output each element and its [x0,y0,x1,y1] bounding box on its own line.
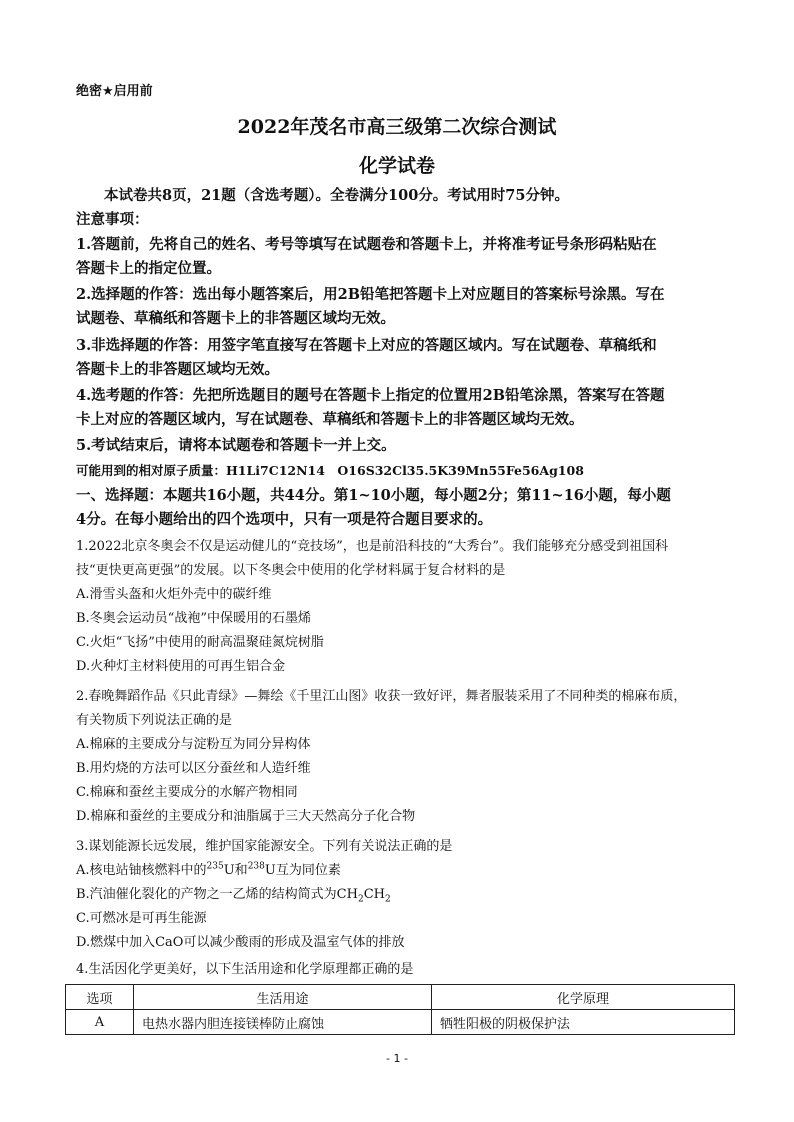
question-1-option-d: D.火种灯主材料使用的可再生铝合金 [76,659,286,674]
question-2-option-c: C.棉麻和蚕丝主要成分的水解产物相同 [76,785,298,800]
question-4-table [65,984,735,1035]
page-number: - 1 - [386,1052,408,1065]
question-4-stem: 4.生活因化学更美好，以下生活用途和化学原理都正确的是 [76,962,414,977]
notice-item-4: 4.选考题的作答：先把所选题目的题号在答题卡上指定的位置用2B铅笔涂黑，答案写在答题 卡上对应的答题区域内，写在试题卷、草稿纸和答题卡上的非答题区域均无效。 [76,387,665,428]
question-2-option-b: B.用灼烧的方法可以区分蚕丝和人造纤维 [76,761,311,776]
confidential-label: 绝密★启用前 [76,84,153,99]
question-1-option-b: B.冬奥会运动员“战袍”中保暖用的石墨烯 [76,611,311,626]
notice-item-3: 3.非选择题的作答：用签字笔直接写在答题卡上对应的答题区域内。写在试题卷、草稿纸和 答题卡上的非答题区域均无效。 [76,337,657,378]
question-1-option-a: A.滑雪头盔和火炬外壳中的碳纤维 [76,587,272,602]
question-3-option-d: D.燃煤中加入CaO可以减少酸雨的形成及温室气体的排放 [76,935,405,950]
question-1-stem: 1.2022北京冬奥会不仅是运动健儿的“竞技场”，也是前沿科技的“大秀台”。我们能够充分感受到祖国科 技“更快更高更强”的发展。以下冬奥会中使用的化学材料属于复合材料的是 [76,539,669,578]
question-3-option-a: A.核电站铀核燃料中的$^{235}$U和$^{238}$U互为同位素 [76,861,341,878]
notice-item-2: 2.选择题的作答：选出每小题答案后，用2B铅笔把答题卡上对应题目的答案标号涂黑。写在 试题卷、草稿纸和答题卡上的非答题区域均无效。 [76,286,665,327]
table-header-row [66,985,735,1010]
notice-heading: 注意事项： [76,211,149,228]
table-row [66,1010,735,1035]
table-header-option: 选项 [66,985,134,1010]
table-cell-option: A [66,1010,134,1035]
question-1-option-c: C.火炬“飞扬”中使用的耐高温聚硅氮烷树脂 [76,635,324,650]
question-2-option-d: D.棉麻和蚕丝的主要成分和油脂属于三大天然高分子化合物 [76,809,416,824]
atomic-masses: 可能用到的相对原子质量：H1Li7C12N14 O16S32Cl35.5K39Mn55Fe56Ag108 [76,463,584,478]
table-header-usage: 生活用途 [134,985,432,1010]
table-cell-usage: 电热水器内胆连接镁棒防止腐蚀 [134,1010,432,1035]
intro-line: 本试卷共8页，21题（含选考题）。全卷满分100分。考试用时75分钟。 [104,187,569,204]
question-3-option-c: C.可燃冰是可再生能源 [76,911,207,926]
subject-title: 化学试卷 [358,155,435,177]
question-2-option-a: A.棉麻的主要成分与淀粉互为同分异构体 [76,737,311,752]
table-header-principle: 化学原理 [432,985,735,1010]
question-2-stem: 2.春晚舞蹈作品《只此青绿》—舞绘《千里江山图》收获一致好评，舞者服装采用了不同种类的棉麻布质， 有关物质下列说法正确的是 [76,689,687,728]
table-cell-principle: 牺牲阳极的阴极保护法 [432,1010,735,1035]
question-3 [76,835,726,955]
question-1 [76,535,726,679]
notice-item-5: 5.考试结束后，请将本试题卷和答题卡一并上交。 [76,437,396,454]
section-heading: 一、选择题：本题共16小题，共44分。第1~10小题，每小题2分；第11~16小题，每小题 4分。在每小题给出的四个选项中，只有一项是符合题目要求的。 [76,487,671,528]
question-3-option-b: B.汽油催化裂化的产物之一乙烯的结构简式为$CH_2CH_2$ [76,887,391,905]
question-2 [76,685,726,829]
notice-item-1: 1.答题前，先将自己的姓名、考号等填写在试题卷和答题卡上，并将准考证号条形码粘贴在 答题卡上的指定位置。 [76,236,657,277]
exam-title: 2022年茂名市高三级第二次综合测试 [237,116,557,138]
question-3-stem: 3.谋划能源长远发展，维护国家能源安全。下列有关说法正确的是 [76,839,453,854]
